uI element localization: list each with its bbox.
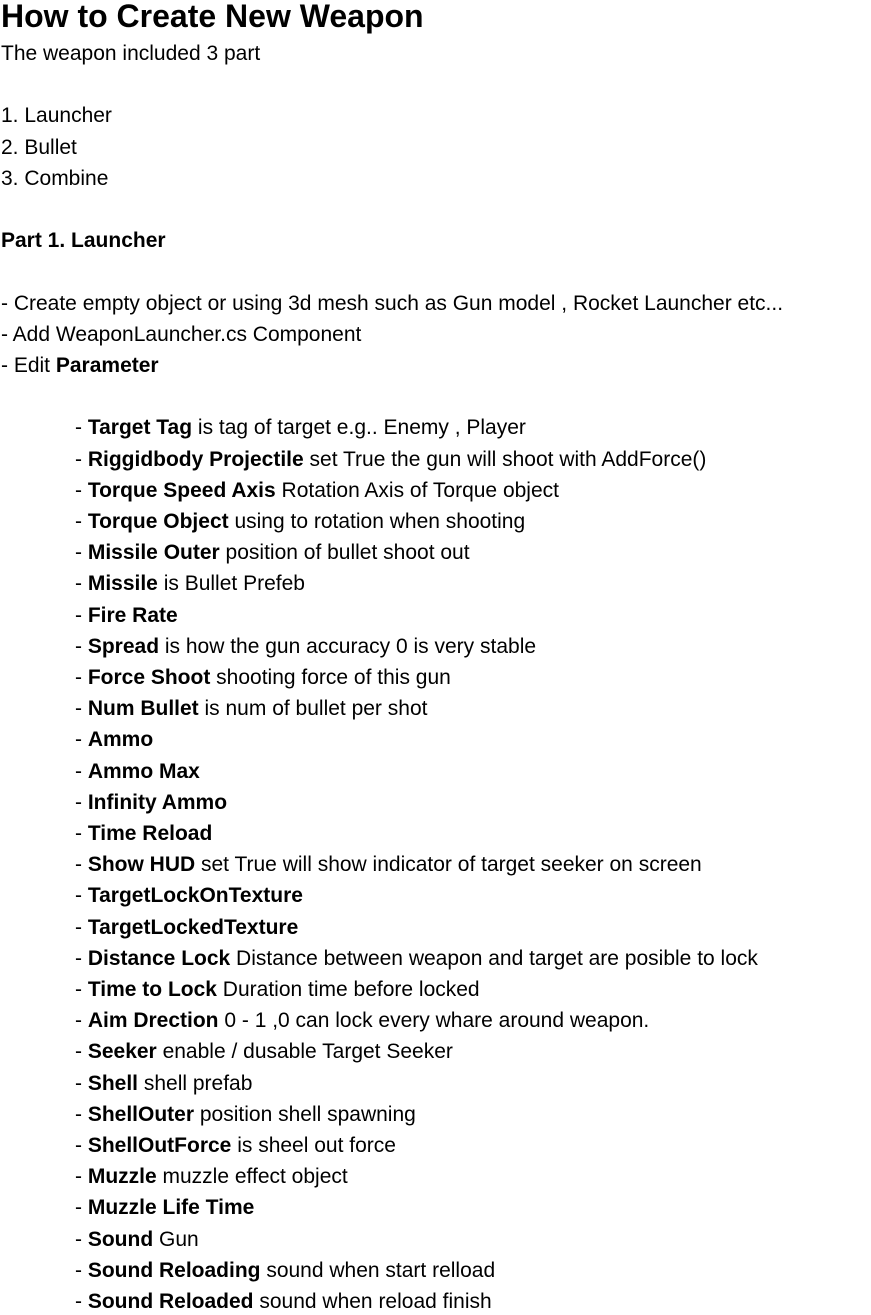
- parameter-dash: -: [75, 853, 88, 877]
- parameter-name: Target Tag: [87, 416, 193, 440]
- parameter-name: Num Bullet: [87, 697, 199, 721]
- parameter-item: [1, 880, 871, 911]
- parameter-dash: -: [75, 1040, 88, 1064]
- parameter-description: is Bullet Prefeb: [157, 572, 305, 596]
- step-prefix: - Edit: [1, 353, 56, 377]
- parameter-dash: -: [75, 1227, 88, 1251]
- parameter-dash: -: [75, 1134, 88, 1158]
- parameter-dash: -: [75, 416, 88, 440]
- parameter-description: enable / dusable Target Seeker: [156, 1040, 453, 1064]
- parameter-description: muzzle effect object: [156, 1165, 348, 1189]
- parameter-dash: -: [75, 1009, 88, 1033]
- parameter-dash: -: [75, 946, 88, 970]
- parameter-name: Sound: [87, 1227, 154, 1251]
- parameter-dash: -: [75, 915, 88, 939]
- part-item-combine: 3. Combine: [1, 166, 109, 190]
- parameter-item: [1, 943, 871, 974]
- parameter-dash: -: [75, 1071, 88, 1095]
- parameter-description: Rotation Axis of Torque object: [275, 478, 559, 502]
- parameter-item: [1, 724, 871, 755]
- parameter-name: Missile Outer: [87, 541, 220, 565]
- parameter-description: using to rotation when shooting: [228, 509, 526, 533]
- parameter-item: [1, 1192, 871, 1223]
- parameter-dash: -: [75, 541, 88, 565]
- parameter-item: [1, 506, 871, 537]
- parameter-item: [1, 631, 871, 662]
- step-text: Create empty object or using 3d mesh such as Gun model , Rocket Launcher etc...: [13, 291, 784, 315]
- parameter-dash: -: [75, 1102, 88, 1126]
- parameter-name: Distance Lock: [87, 946, 231, 970]
- spacer: [1, 381, 871, 412]
- parameters-list: [1, 412, 871, 1315]
- parameter-name: Fire Rate: [87, 603, 178, 627]
- page-title: How to Create New Weapon: [1, 0, 424, 34]
- step-prefix: -: [1, 322, 13, 346]
- parameter-name: Sound Reloading: [87, 1258, 261, 1282]
- parameter-name: Spread: [87, 634, 160, 658]
- steps-list: [1, 288, 871, 382]
- parameter-item: [1, 693, 871, 724]
- parameter-item: [1, 912, 871, 943]
- step-item: [1, 288, 871, 319]
- parts-list: [1, 100, 871, 194]
- parameter-description: Gun: [153, 1227, 199, 1251]
- parameter-name: Aim Drection: [87, 1009, 219, 1033]
- parameter-name: Time Reload: [87, 822, 213, 846]
- parameter-description: sound when reload finish: [253, 1290, 492, 1314]
- parameter-item: [1, 1224, 871, 1255]
- parameter-item: [1, 537, 871, 568]
- parameter-description: is sheel out force: [231, 1134, 396, 1158]
- parameter-item: [1, 818, 871, 849]
- parameter-name: Missile: [87, 572, 158, 596]
- parameter-dash: -: [75, 1165, 88, 1189]
- step-item: [1, 350, 871, 381]
- parameter-dash: -: [75, 509, 88, 533]
- parameter-description: is how the gun accuracy 0 is very stable: [159, 634, 537, 658]
- parameter-name: Seeker: [87, 1040, 157, 1064]
- parameter-item: [1, 568, 871, 599]
- parameter-item: [1, 444, 871, 475]
- parameter-name: Riggidbody Projectile: [87, 447, 304, 471]
- section-heading: Part 1. Launcher: [1, 229, 166, 253]
- parameter-name: Force Shoot: [87, 666, 211, 689]
- parameter-dash: -: [75, 478, 88, 502]
- parameter-name: Shell: [87, 1071, 139, 1095]
- parameter-description: Distance between weapon and target are posible to lock: [230, 946, 758, 970]
- parameter-name: Infinity Ammo: [87, 790, 228, 814]
- parameter-name: ShellOutForce: [87, 1134, 232, 1158]
- part-item-launcher: 1. Launcher: [1, 104, 112, 128]
- parameter-item: [1, 475, 871, 506]
- parameter-item: [1, 600, 871, 631]
- parameter-item: [1, 1130, 871, 1161]
- parameter-dash: -: [75, 447, 88, 471]
- parameter-name: Time to Lock: [87, 978, 217, 1002]
- parameter-description: is tag of target e.g.. Enemy , Player: [192, 416, 526, 440]
- parameter-item: [1, 1161, 871, 1192]
- parameter-dash: -: [75, 1258, 88, 1282]
- parameter-item: [1, 787, 871, 818]
- parameter-dash: -: [75, 728, 88, 752]
- parameter-item: [1, 1099, 871, 1130]
- parameter-item: [1, 1005, 871, 1036]
- parameter-description: position shell spawning: [194, 1102, 416, 1126]
- parameter-dash: -: [75, 790, 88, 814]
- parameter-dash: -: [75, 978, 88, 1002]
- spacer: [1, 194, 871, 225]
- parameter-description: is num of bullet per shot: [198, 697, 428, 721]
- parameter-dash: -: [75, 603, 88, 627]
- parameter-name: Ammo: [87, 728, 154, 752]
- parameter-name: Muzzle Life Time: [87, 1196, 255, 1220]
- parameter-description: 0 - 1 ,0 can lock every whare around weapon.: [218, 1009, 650, 1033]
- parameter-dash: -: [75, 572, 88, 596]
- parameter-description: position of bullet shoot out: [219, 541, 470, 565]
- parameter-name: Sound Reloaded: [87, 1290, 254, 1314]
- step-prefix: -: [1, 291, 14, 315]
- parameter-dash: -: [75, 634, 88, 658]
- parameter-dash: -: [75, 759, 88, 783]
- parameter-name: Ammo Max: [87, 759, 200, 783]
- parameter-name: Torque Speed Axis: [87, 478, 276, 502]
- parameter-description: shooting force of this gun: [210, 666, 451, 689]
- parameter-item: [1, 1068, 871, 1099]
- step-text: Add WeaponLauncher.cs Component: [12, 322, 362, 346]
- step-bold: Parameter: [55, 353, 159, 377]
- document-page: [1, 0, 871, 1315]
- parameter-item: [1, 1286, 871, 1315]
- parameter-dash: -: [75, 1290, 88, 1314]
- step-item: [1, 319, 871, 350]
- parameter-name: Muzzle: [87, 1165, 157, 1189]
- parameter-item: [1, 1036, 871, 1067]
- parameter-dash: -: [75, 884, 88, 908]
- spacer: [1, 69, 871, 100]
- parameter-description: Duration time before locked: [216, 978, 480, 1002]
- part-item-bullet: 2. Bullet: [1, 135, 77, 159]
- parameter-name: TargetLockedTexture: [87, 915, 299, 939]
- parameter-name: Torque Object: [87, 509, 229, 533]
- parameter-item: [1, 1255, 871, 1286]
- parameter-dash: -: [75, 1196, 88, 1220]
- parameter-name: Show HUD: [87, 853, 196, 877]
- parameter-item: [1, 412, 871, 443]
- parameter-dash: -: [75, 666, 88, 689]
- parameter-description: set True the gun will shoot with AddForce(): [303, 447, 707, 471]
- parameter-item: [1, 662, 871, 693]
- intro-text: The weapon included 3 part: [1, 42, 261, 65]
- parameter-name: ShellOuter: [87, 1102, 195, 1126]
- parameter-description: shell prefab: [138, 1071, 253, 1095]
- parameter-description: set True will show indicator of target seeker on screen: [195, 853, 702, 877]
- parameter-description: sound when start relload: [260, 1258, 496, 1282]
- parameter-dash: -: [75, 822, 88, 846]
- parameter-item: [1, 974, 871, 1005]
- spacer: [1, 256, 871, 287]
- parameter-item: [1, 756, 871, 787]
- parameter-dash: -: [75, 697, 88, 721]
- parameter-name: TargetLockOnTexture: [87, 884, 303, 908]
- parameter-item: [1, 849, 871, 880]
